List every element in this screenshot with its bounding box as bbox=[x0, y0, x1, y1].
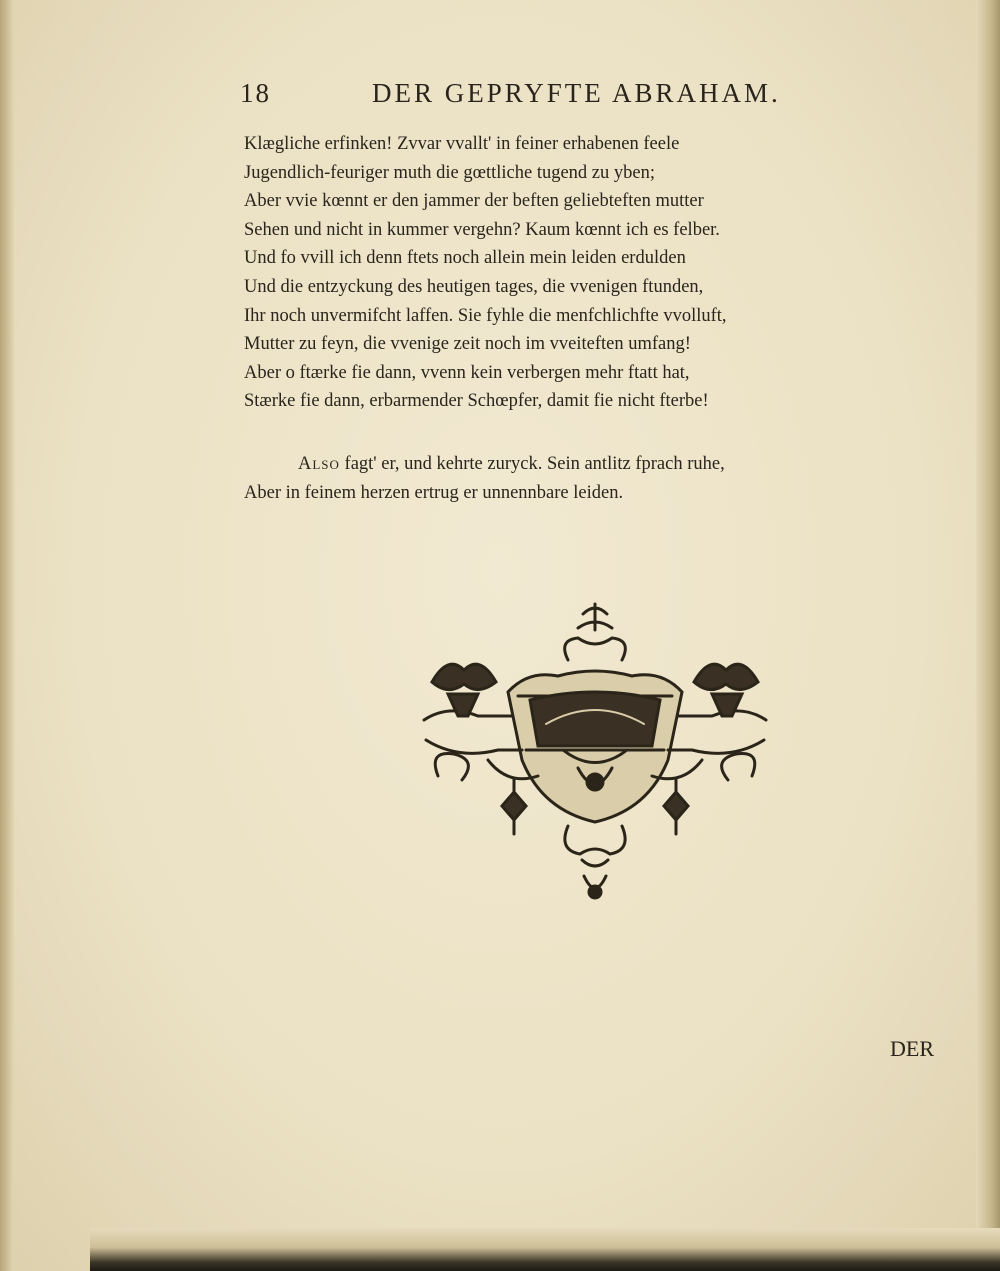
opening-word: Also bbox=[298, 454, 340, 474]
page-header bbox=[240, 78, 830, 114]
verse-line: Aber in feinem herzen ertrug er unnennbare leiden. bbox=[244, 482, 624, 503]
verse-line: Ihr noch unvermifcht laffen. Sie fyhle die menfchlichfte vvolluft, bbox=[244, 305, 727, 326]
page-left-edge bbox=[0, 0, 14, 1271]
verse-line: Und die entzyckung des heutigen tages, die vvenigen ftunden, bbox=[244, 276, 704, 297]
page-bottom-shadow bbox=[90, 1228, 1000, 1271]
catchword: DER bbox=[890, 1036, 934, 1061]
decorative-ornament-icon bbox=[418, 600, 772, 906]
stanza-1 bbox=[244, 130, 884, 416]
verse-line: Aber o ftærke fie dann, vvenn kein verbergen mehr ftatt hat, bbox=[244, 362, 690, 383]
running-title: DER GEPRYFTE ABRAHAM. bbox=[372, 78, 781, 108]
verse-line: Jugendlich-feuriger muth die gœttliche tugend zu yben; bbox=[244, 162, 655, 183]
verse-line-rest: fagt' er, und kehrte zuryck. Sein antlitz fprach ruhe, bbox=[339, 454, 725, 474]
page-number: 18 bbox=[240, 78, 271, 108]
verse-line bbox=[244, 450, 884, 479]
verse-line: Sehen und nicht in kummer vergehn? Kaum kœnnt ich es felber. bbox=[244, 219, 720, 240]
page-right-edge bbox=[976, 0, 1000, 1271]
verse-line: Klægliche erfinken! Zvvar vvallt' in feiner erhabenen feele bbox=[244, 134, 680, 154]
verse-line: Aber vvie kœnnt er den jammer der beften geliebteften mutter bbox=[244, 191, 704, 212]
verse-line: Und fo vvill ich denn ftets noch allein mein leiden erdulden bbox=[244, 248, 686, 269]
verse-line: Mutter zu feyn, die vvenige zeit noch im vveiteften umfang! bbox=[244, 334, 691, 355]
stanza-2 bbox=[244, 450, 884, 507]
verse-line: Stærke fie dann, erbarmender Schœpfer, damit fie nicht fterbe! bbox=[244, 391, 709, 412]
